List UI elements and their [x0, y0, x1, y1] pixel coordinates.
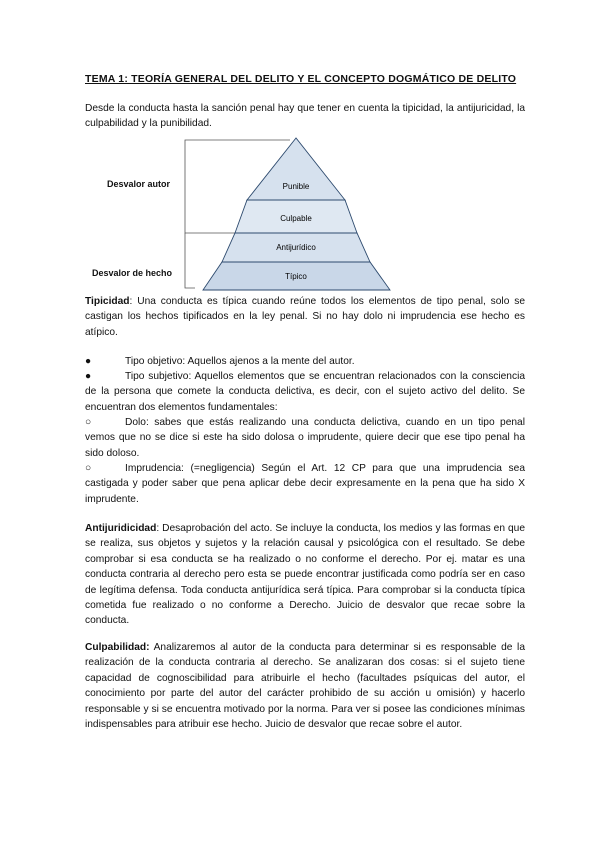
pyramid-text-antijuridico: Antijurídico — [276, 243, 316, 252]
culpabilidad-paragraph — [85, 640, 525, 732]
bullet-mark: ● — [85, 371, 92, 382]
antijuridicidad-text: : Desaprobación del acto. Se incluye la conducta, los medios y las formas en que se realiza, sus objetos y sujetos y la relación causal y psicológica con el resultado. Se debe comprobar si esa conducta se ha realizado o no conforme el derecho. Por ej. matar es una conducta contraria al derecho pero esta se puede encontrar justificada como podría ser en caso de legítima defensa. Toda conducta antijurídica será típica. Para comprobar si la conducta típica cometida fue realizado o no conforme a Derecho. Juicio de desvalor que recae sobre la conducta. — [85, 523, 525, 627]
bullet-mark: ● — [85, 356, 92, 367]
bullet-item — [85, 369, 525, 415]
bullet-mark: ○ — [85, 417, 92, 428]
tipicidad-paragraph — [85, 294, 525, 340]
pyramid-text-culpable: Culpable — [280, 214, 312, 223]
bullet-item — [85, 461, 525, 507]
bullet-text: Imprudencia: (=negligencia) Según el Art. 12 CP para que una imprudencia sea castigada y poder saber que pena aplicar debe decir expresamente en la pena que ha sido X imprudente. — [85, 463, 525, 505]
tipicidad-term: Tipicidad — [85, 296, 130, 307]
intro-paragraph: Desde la conducta hasta la sanción penal hay que tener en cuenta la tipicidad, la antijuricidad, la culpabilidad y la punibilidad. — [85, 103, 525, 130]
bullet-item — [85, 354, 525, 369]
bullet-item — [85, 415, 525, 461]
bullet-text: Tipo subjetivo: Aquellos elementos que se encuentran relacionados con la consciencia de la persona que comete la conducta delictiva, es decir, con el sujeto activo del delito. Se encuentran dos elementos fundamentales: — [85, 371, 525, 413]
antijuridicidad-paragraph — [85, 521, 525, 629]
bullet-mark: ○ — [85, 463, 92, 474]
pyramid-text-punible: Punible — [282, 182, 310, 191]
bracket-hecho — [185, 233, 195, 288]
pyramid-text-tipico: Típico — [285, 272, 307, 281]
culpabilidad-term: Culpabilidad: — [85, 642, 150, 653]
label-desvalor-autor: Desvalor autor — [107, 179, 171, 189]
document-title: TEMA 1: TEORÍA GENERAL DEL DELITO Y EL CONCEPTO DOGMÁTICO DE DELITO — [85, 73, 517, 85]
bullet-text: Dolo: sabes que estás realizando una conducta delictiva, cuando en un tipo penal vemos que no se dice si este ha sido dolosa o imprudente, quiere decir que ese tipo penal ha sido doloso. — [85, 417, 525, 459]
culpabilidad-text: Analizaremos al autor de la conducta para determinar si es responsable de la realización de la conducta contraria al derecho. Se analizaran dos cosas: si el sujeto tiene capacidad de cognoscibilidad para atribuirle el hecho (facultades psíquicas del autor, el conocimiento por parte del autor del carácter prohibido de su acción u omisión) y hacerlo responsable y si se encuentra motivado por la norma. Para ver si posee las condiciones mínimas indispensables para atribuir ese hecho. Juicio de desvalor que recae sobre el autor. — [85, 642, 525, 731]
bullet-text: Tipo objetivo: Aquellos ajenos a la mente del autor. — [125, 356, 355, 367]
antijuridicidad-term: Antijuridicidad — [85, 523, 157, 534]
tipicidad-text: : Una conducta es típica cuando reúne todos los elementos de tipo penal, solo se castigan los hechos tipificados en la ley penal. Si no hay dolo ni imprudencia ese hecho es atípico. — [85, 296, 525, 338]
label-desvalor-hecho: Desvalor de hecho — [92, 268, 173, 278]
